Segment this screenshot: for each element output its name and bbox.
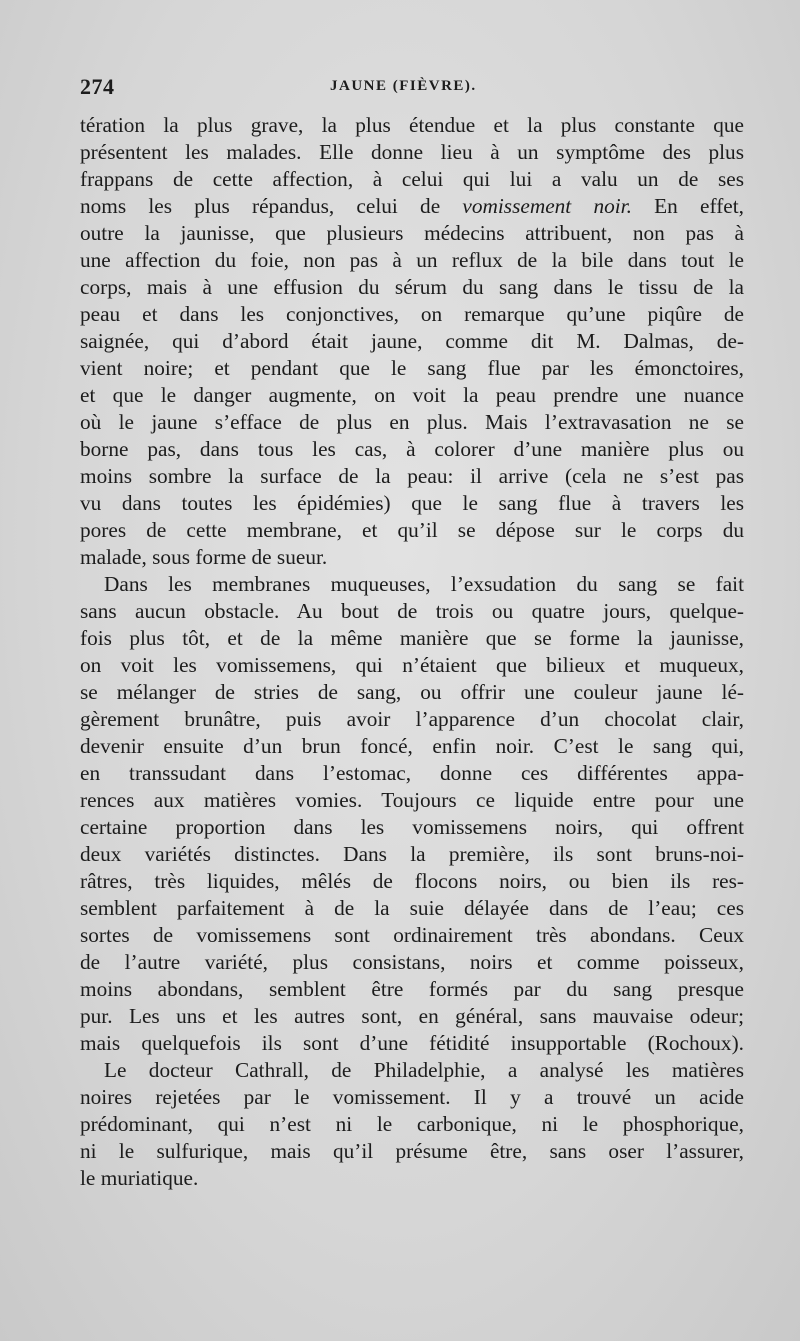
- text-line: borne pas, dans tous les cas, à colorer d’une manière plus ou: [80, 437, 744, 461]
- text-line: fois plus tôt, et de la même manière que se forme la jaunisse,: [80, 626, 744, 650]
- running-head: JAUNE (FIÈVRE).: [330, 78, 477, 94]
- text-line: frappans de cette affection, à celui qui lui a valu un de ses: [80, 167, 744, 191]
- text-line: gèrement brunâtre, puis avoir l’apparence d’un chocolat clair,: [80, 707, 744, 731]
- text-line: tération la plus grave, la plus étendue et la plus constante que: [80, 113, 744, 137]
- text-line: sortes de vomissemens sont ordinairement très abondans. Ceux: [80, 923, 744, 947]
- text-line: rences aux matières vomies. Toujours ce liquide entre pour une: [80, 788, 744, 812]
- text-line: et que le danger augmente, on voit la peau prendre une nuance: [80, 383, 744, 407]
- text-line: de l’autre variété, plus consistans, noirs et comme poisseux,: [80, 950, 744, 974]
- text-line: pur. Les uns et les autres sont, en général, sans mauvaise odeur;: [80, 1004, 744, 1028]
- text-line: moins abondans, semblent être formés par du sang presque: [80, 977, 744, 1001]
- text-line: saignée, qui d’abord était jaune, comme dit M. Dalmas, de-: [80, 329, 744, 353]
- text-line: prédominant, qui n’est ni le carbonique, ni le phosphorique,: [80, 1112, 744, 1136]
- body-text: [80, 112, 744, 1192]
- text-line: se mélanger de stries de sang, ou offrir une couleur jaune lé-: [80, 680, 744, 704]
- text-segment: En effet,: [654, 194, 744, 218]
- italic-term: vomissement noir.: [462, 194, 632, 218]
- text-segment: noms les plus répandus, celui de: [80, 194, 441, 218]
- text-line: vu dans toutes les épidémies) que le sang flue à travers les: [80, 491, 744, 515]
- text-line: une affection du foie, non pas à un reflux de la bile dans tout le: [80, 248, 744, 272]
- text-line: mais quelquefois ils sont d’une fétidité insupportable (Rochoux).: [80, 1031, 744, 1055]
- text-line: où le jaune s’efface de plus en plus. Mais l’extravasation ne se: [80, 410, 744, 434]
- text-line: deux variétés distinctes. Dans la première, ils sont bruns-noi-: [80, 842, 744, 866]
- paragraph-start: Dans les membranes muqueuses, l’exsudation du sang se fait: [104, 572, 744, 596]
- text-line: corps, mais à une effusion du sérum du sang dans le tissu de la: [80, 275, 744, 299]
- text-line: pores de cette membrane, et qu’il se dépose sur le corps du: [80, 518, 744, 542]
- text-line-with-italic: [80, 193, 744, 220]
- text-line: devenir ensuite d’un brun foncé, enfin noir. C’est le sang qui,: [80, 734, 744, 758]
- text-line: le muriatique.: [80, 1166, 199, 1190]
- text-line: en transsudant dans l’estomac, donne ces différentes appa-: [80, 761, 744, 785]
- text-line: vient noire; et pendant que le sang flue par les émonctoires,: [80, 356, 744, 380]
- page-number: 274: [80, 74, 115, 99]
- text-line: peau et dans les conjonctives, on remarque qu’une piqûre de: [80, 302, 744, 326]
- text-line: ni le sulfurique, mais qu’il présume être, sans oser l’assurer,: [80, 1139, 744, 1163]
- text-line: certaine proportion dans les vomissemens noirs, qui offrent: [80, 815, 744, 839]
- text-line: on voit les vomissemens, qui n’étaient que bilieux et muqueux,: [80, 653, 744, 677]
- text-line: malade, sous forme de sueur.: [80, 545, 328, 569]
- text-line: outre la jaunisse, que plusieurs médecins attribuent, non pas à: [80, 221, 744, 245]
- text-line: moins sombre la surface de la peau: il arrive (cela ne s’est pas: [80, 464, 744, 488]
- text-line: sans aucun obstacle. Au bout de trois ou quatre jours, quelque-: [80, 599, 744, 623]
- text-line: râtres, très liquides, mêlés de flocons noirs, ou bien ils res-: [80, 869, 744, 893]
- text-line: noires rejetées par le vomissement. Il y a trouvé un acide: [80, 1085, 744, 1109]
- text-line: semblent parfaitement à de la suie délayée dans de l’eau; ces: [80, 896, 744, 920]
- text-line: présentent les malades. Elle donne lieu à un symptôme des plus: [80, 140, 744, 164]
- paragraph-start: Le docteur Cathrall, de Philadelphie, a analysé les matières: [104, 1058, 744, 1082]
- page-header: [80, 74, 744, 106]
